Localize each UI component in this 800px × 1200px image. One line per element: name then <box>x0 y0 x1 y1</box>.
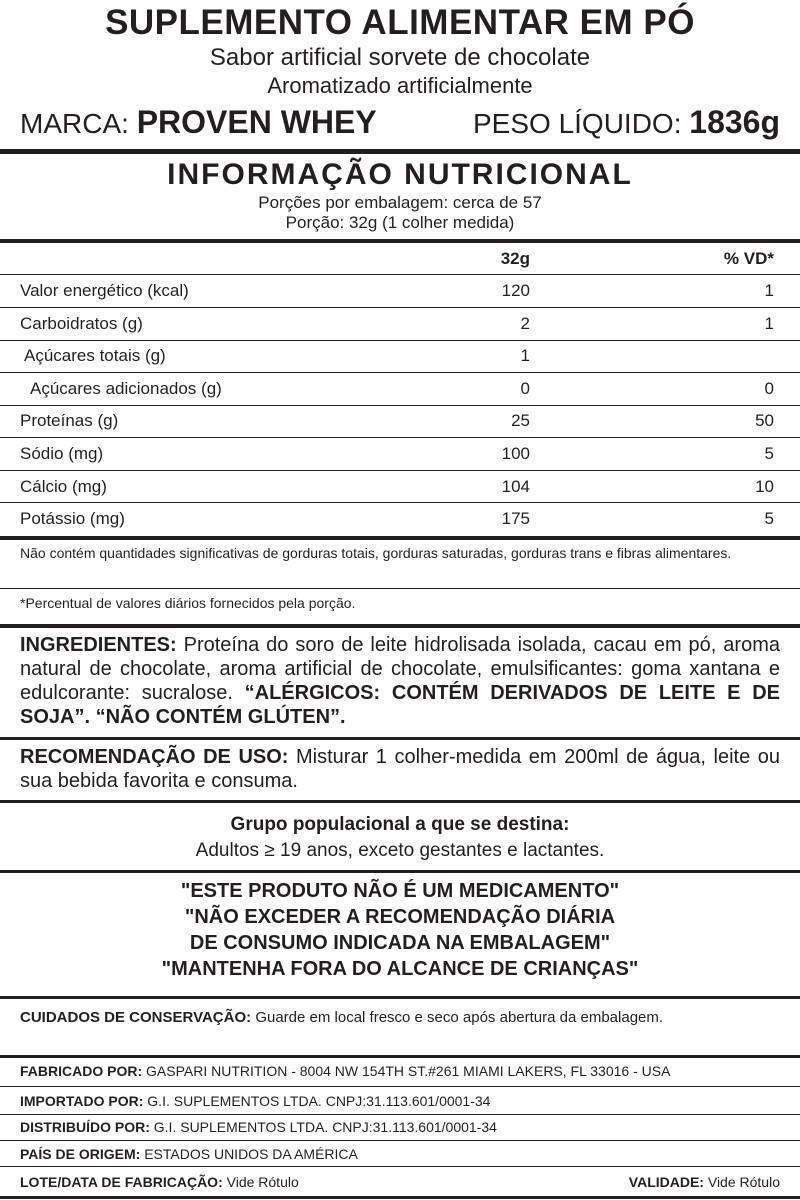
portion-text: Porção: 32g (1 colher medida) <box>285 213 515 232</box>
servings-text: Porções por embalagem: cerca de 57 <box>258 193 542 212</box>
manufacturer-text: GASPARI NUTRITION - 8004 NW 154TH ST.#261 MIAMI LAKERS, FL 33016 - USA <box>146 1063 671 1079</box>
validity-label: VALIDADE: <box>628 1174 704 1190</box>
manufacturer-row <box>20 1061 780 1081</box>
validity-block <box>629 1172 780 1192</box>
nutrient-name: Cálcio (mg) <box>20 477 107 496</box>
nutrient-name: Açúcares totais (g) <box>24 346 166 365</box>
warning-line: "ESTE PRODUTO NÃO É UM MEDICAMENTO" <box>180 880 620 902</box>
divider <box>0 437 800 438</box>
target-group-title: Grupo populacional a que se destina: <box>230 814 570 835</box>
aroma-text: Aromatizado artificialmente <box>267 73 533 98</box>
vd-footnote: *Percentual de valores diários fornecidos pela porção. <box>20 595 356 611</box>
divider <box>0 536 800 540</box>
nutrient-qty: 2 <box>520 314 530 333</box>
ingredients-text <box>20 633 780 729</box>
origin-label: PAÍS DE ORIGEM: <box>20 1146 141 1162</box>
importer-label: IMPORTADO POR: <box>20 1093 144 1109</box>
nutrient-qty: 0 <box>520 379 530 398</box>
lot-label: LOTE/DATA DE FABRICAÇÃO: <box>20 1174 223 1190</box>
nutrient-qty: 25 <box>511 411 530 430</box>
nutrition-header-row <box>20 244 780 274</box>
divider <box>0 737 800 740</box>
allergen-warning: “ALÉRGICOS: CONTÉM DERIVADOS DE LEITE E DE SOJA”. “NÃO CONTÉM GLÚTEN”. <box>20 682 780 728</box>
divider <box>0 149 800 154</box>
usage-instructions: Misturar 1 colher-medida em 200ml de água, leite ou sua bebida favorita e consuma. <box>20 746 780 792</box>
divider <box>0 1055 800 1058</box>
nutrient-qty: 1 <box>520 346 530 365</box>
warning-line: "NÃO EXCEDER A RECOMENDAÇÃO DIÁRIA <box>184 906 616 928</box>
usage-text <box>20 745 780 793</box>
divider <box>0 502 800 503</box>
importer-text: G.I. SUPLEMENTOS LTDA. CNPJ:31.113.601/0001-34 <box>147 1093 491 1109</box>
nutrient-name: Sódio (mg) <box>20 444 104 463</box>
distributor-text: G.I. SUPLEMENTOS LTDA. CNPJ:31.113.601/0001-34 <box>153 1119 497 1135</box>
nutrient-qty: 175 <box>501 509 530 528</box>
ingredients-label: INGREDIENTES: <box>20 634 177 656</box>
divider <box>0 274 800 275</box>
divider <box>0 1140 800 1141</box>
divider <box>0 372 800 373</box>
nutrient-name: Potássio (mg) <box>20 509 125 528</box>
nutrient-vd: 5 <box>764 509 774 528</box>
brand-block <box>20 102 377 144</box>
validity-text: Vide Rótulo <box>707 1174 780 1190</box>
care-text <box>20 1008 780 1028</box>
distributor-label: DISTRIBUÍDO POR: <box>20 1119 150 1135</box>
ingredients-list: Proteína do soro de leite hidrolisada isolada, cacau em pó, aroma natural de chocolate, aroma artificial de chocolate, emulsificantes: goma xantana e edulcorante: sucralose. <box>20 634 780 704</box>
care-instructions: Guarde em local fresco e seco após abertura da embalagem. <box>255 1009 664 1026</box>
usage-label: RECOMENDAÇÃO DE USO: <box>20 746 289 768</box>
divider <box>0 624 800 628</box>
table-row <box>20 504 780 534</box>
care-label: CUIDADOS DE CONSERVAÇÃO: <box>20 1009 252 1026</box>
manufacturer-label: FABRICADO POR: <box>20 1063 143 1079</box>
lot-block <box>20 1174 299 1190</box>
nutrient-vd: 10 <box>755 477 774 496</box>
divider <box>0 307 800 308</box>
divider <box>0 996 800 999</box>
origin-row <box>20 1144 780 1164</box>
nutrition-footnote: Não contém quantidades significativas de gorduras totais, gorduras saturadas, gorduras trans e fibras alimentares. <box>20 545 732 561</box>
table-row <box>20 276 780 306</box>
divider <box>0 588 800 589</box>
nutrient-name: Proteínas (g) <box>20 411 119 430</box>
nutrient-vd: 1 <box>764 281 774 300</box>
nutrient-vd: 50 <box>755 411 774 430</box>
nutrient-name: Valor energético (kcal) <box>20 281 189 300</box>
nutrition-title: INFORMAÇÃO NUTRICIONAL <box>167 158 633 191</box>
table-row <box>20 374 780 404</box>
divider <box>0 1086 800 1087</box>
flavor-text: Sabor artificial sorvete de chocolate <box>209 44 591 71</box>
brand-name: PROVEN WHEY <box>136 104 377 140</box>
column-vd-header: % VD* <box>723 249 774 268</box>
divider <box>0 239 800 243</box>
brand-row <box>20 102 780 142</box>
divider <box>0 470 800 471</box>
nutrient-vd: 0 <box>764 379 774 398</box>
nutrient-qty: 100 <box>501 444 530 463</box>
table-row <box>20 406 780 436</box>
warning-line: DE CONSUMO INDICADA NA EMBALAGEM" <box>189 932 611 954</box>
lot-validity-row <box>20 1172 780 1192</box>
table-row <box>20 341 780 371</box>
nutrient-qty: 104 <box>501 477 530 496</box>
weight-block <box>473 102 780 144</box>
table-row <box>20 472 780 502</box>
importer-row <box>20 1091 780 1111</box>
warning-line: "MANTENHA FORA DO ALCANCE DE CRIANÇAS" <box>161 958 639 980</box>
divider <box>0 870 800 873</box>
column-qty-header: 32g <box>500 249 530 268</box>
weight-value: 1836g <box>689 104 780 140</box>
divider <box>0 800 800 803</box>
divider <box>0 1166 800 1167</box>
origin-text: ESTADOS UNIDOS DA AMÉRICA <box>144 1146 358 1162</box>
divider <box>0 1114 800 1115</box>
nutrient-name: Carboidratos (g) <box>20 314 143 333</box>
lot-text: Vide Rótulo <box>226 1174 299 1190</box>
brand-label: MARCA: <box>20 108 129 139</box>
table-row <box>20 309 780 339</box>
weight-label: PESO LÍQUIDO: <box>472 108 682 139</box>
distributor-row <box>20 1117 780 1137</box>
target-group-text: Adultos ≥ 19 anos, exceto gestantes e lactantes. <box>195 840 605 861</box>
nutrient-vd: 5 <box>764 444 774 463</box>
nutrient-qty: 120 <box>501 281 530 300</box>
nutrient-vd: 1 <box>764 314 774 333</box>
product-title: SUPLEMENTO ALIMENTAR EM PÓ <box>105 3 695 42</box>
table-row <box>20 439 780 469</box>
nutrient-name: Açúcares adicionados (g) <box>30 379 222 398</box>
divider <box>0 1196 800 1199</box>
